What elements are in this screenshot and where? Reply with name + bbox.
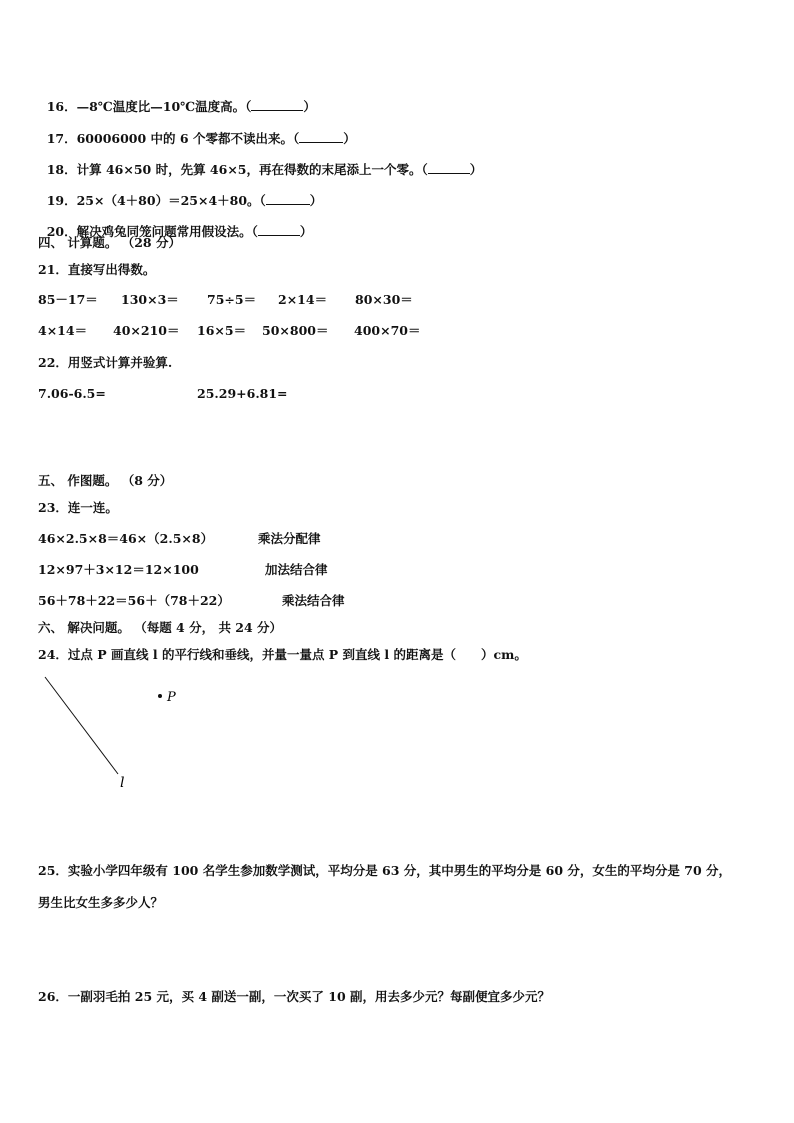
point-p-label: P <box>167 690 176 705</box>
match-right-item[interactable]: 加法结合律 <box>265 562 328 577</box>
question-24: 24．过点 P 画直线 l 的平行线和垂线，并量一量点 P 到直线 l 的距离是（ ）cm。 <box>38 647 527 662</box>
section-6-title: 六、 解决问题。 （每题 4 分， 共 24 分） <box>38 620 283 635</box>
vertical-calc-item: 25.29+6.81= <box>197 386 288 401</box>
match-right-item[interactable]: 乘法分配律 <box>258 531 321 546</box>
question-19 <box>38 177 322 209</box>
answer-blank[interactable] <box>266 193 310 205</box>
calc-item: 130×3＝ <box>121 292 179 307</box>
calc-item: 85－17＝ <box>38 292 98 307</box>
question-17-text: 17．60006000 中的 6 个零都不读出来。（ <box>46 131 300 146</box>
question-21: 21．直接写出得数。 <box>38 262 156 277</box>
answer-blank[interactable] <box>258 224 300 236</box>
question-20-close: ） <box>299 224 313 239</box>
question-22: 22．用竖式计算并验算. <box>38 355 173 370</box>
question-16 <box>38 83 316 115</box>
question-19-close: ） <box>309 193 323 208</box>
question-16-close: ） <box>303 99 316 114</box>
point-p <box>158 694 162 698</box>
question-18-close: ） <box>469 162 483 177</box>
calc-item: 40×210＝ <box>113 323 180 338</box>
match-left-item[interactable]: 46×2.5×8＝46×（2.5×8） <box>38 531 214 546</box>
section-4-title: 四、 计算题。 （28 分） <box>38 235 181 250</box>
question-25-line-2: 男生比女生多多少人？ <box>38 895 164 910</box>
question-18-text: 18．计算 46×50 时，先算 46×5，再在得数的末尾添上一个零。（ <box>46 162 428 177</box>
question-19-text: 19．25×（4＋80）＝25×4＋80。（ <box>46 193 266 208</box>
question-18 <box>38 146 482 178</box>
answer-blank[interactable] <box>428 162 470 174</box>
calc-item: 50×800＝ <box>262 323 329 338</box>
vertical-calc-item: 7.06-6.5= <box>38 386 106 401</box>
match-left-item[interactable]: 56＋78＋22＝56＋（78＋22） <box>38 593 230 608</box>
line-l-label: l <box>120 775 125 791</box>
calc-item: 400×70＝ <box>354 323 421 338</box>
calc-item: 2×14＝ <box>278 292 328 307</box>
question-16-text: 16．—8℃温度比—10℃温度高。（ <box>46 99 252 114</box>
calc-item: 80×30＝ <box>355 292 413 307</box>
question-17-close: ） <box>343 131 356 146</box>
answer-blank[interactable] <box>299 131 343 143</box>
question-20-text: 20．解决鸡兔同笼问题常用假设法。（ <box>46 224 258 239</box>
match-left-item[interactable]: 12×97＋3×12＝12×100 <box>38 562 199 577</box>
question-17 <box>38 115 356 147</box>
question-25-line-1: 25．实验小学四年级有 100 名学生参加数学测试，平均分是 63 分，其中男生的平均分是 60 分，女生的平均分是 70 分， <box>38 863 731 878</box>
calc-item: 75÷5＝ <box>207 292 257 307</box>
question-26: 26．一副羽毛拍 25 元，买 4 副送一副，一次买了 10 副，用去多少元？每副便宜多少元？ <box>38 989 550 1004</box>
calc-item: 16×5＝ <box>197 323 247 338</box>
section-5-title: 五、 作图题。 （8 分） <box>38 473 173 488</box>
question-23: 23．连一连。 <box>38 500 118 515</box>
calc-item: 4×14＝ <box>38 323 88 338</box>
answer-blank[interactable] <box>251 99 303 111</box>
line-l <box>45 677 118 774</box>
match-right-item[interactable]: 乘法结合律 <box>282 593 345 608</box>
